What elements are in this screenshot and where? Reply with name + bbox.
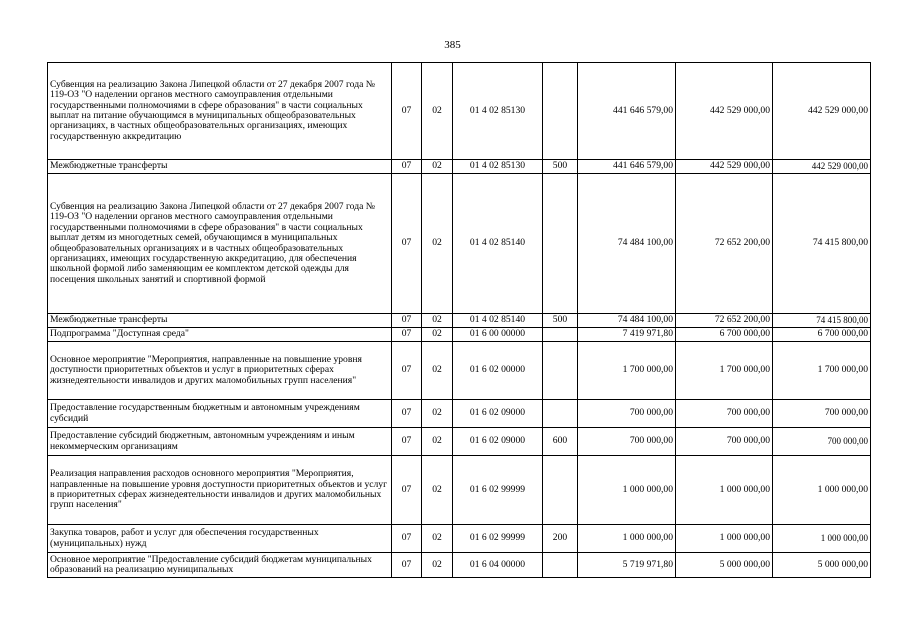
amount-year-2: 6 700 000,00 [676,328,773,342]
subsection-code: 02 [422,553,453,578]
amount-year-1: 441 646 579,00 [578,160,676,174]
section-code: 07 [392,525,422,553]
table-row [48,160,871,174]
amount-year-3: 6 700 000,00 [773,328,871,342]
target-article-code: 01 4 02 85130 [453,160,543,174]
amount-year-1: 1 700 000,00 [578,342,676,400]
section-code: 07 [392,456,422,525]
target-article-code: 01 6 02 09000 [453,400,543,428]
section-code: 07 [392,342,422,400]
amount-year-2: 1 700 000,00 [676,342,773,400]
target-article-code: 01 6 02 09000 [453,428,543,456]
amount-year-3: 442 529 000,00 [773,63,871,160]
expense-type-code [543,400,578,428]
expense-type-code [543,456,578,525]
amount-year-2: 442 529 000,00 [676,160,773,174]
row-name: Субвенция на реализацию Закона Липецкой области от 27 декабря 2007 года № 119-ОЗ "О наделении органов местного самоуправления отдельными государственными полномочиями в сфере образования" в части социальных выплат на питание обучающимся в муниципальных общеобразовательных организациях, в частных общеобразовательных организациях, имеющих государственную аккредитацию [48,63,392,160]
amount-year-3: 1 000 000,00 [773,525,871,553]
amount-year-1: 5 719 971,80 [578,553,676,578]
section-code: 07 [392,63,422,160]
amount-year-3: 442 529 000,00 [773,160,871,174]
amount-year-1: 700 000,00 [578,400,676,428]
amount-year-3: 700 000,00 [773,428,871,456]
target-article-code: 01 6 02 99999 [453,456,543,525]
amount-year-2: 5 000 000,00 [676,553,773,578]
expense-type-code [543,328,578,342]
row-name: Межбюджетные трансферты [48,314,392,328]
subsection-code: 02 [422,525,453,553]
subsection-code: 02 [422,342,453,400]
amount-year-3: 74 415 800,00 [773,174,871,314]
expense-type-code: 600 [543,428,578,456]
amount-year-3: 74 415 800,00 [773,314,871,328]
section-code: 07 [392,328,422,342]
row-name: Основное мероприятие "Предоставление субсидий бюджетам муниципальных образований на реализацию муниципальных [48,553,392,578]
amount-year-3: 5 000 000,00 [773,553,871,578]
target-article-code: 01 6 02 00000 [453,342,543,400]
table-row [48,342,871,400]
amount-year-1: 74 484 100,00 [578,314,676,328]
subsection-code: 02 [422,63,453,160]
row-name: Субвенция на реализацию Закона Липецкой области от 27 декабря 2007 года № 119-ОЗ "О наделении органов местного самоуправления отдельными государственными полномочиями в сфере образования" в части социальных выплат детям из многодетных семей, обучающимся в муниципальных общеобразовательных организациях и в частных общеобразовательных организациях, имеющих государственную аккредитацию, для обеспечения школьной формой либо заменяющим ее комплектом детской одежды для посещения школьных занятий и спортивной формой [48,174,392,314]
table-row [48,428,871,456]
table-row [48,400,871,428]
target-article-code: 01 4 02 85130 [453,63,543,160]
amount-year-2: 72 652 200,00 [676,314,773,328]
amount-year-2: 72 652 200,00 [676,174,773,314]
subsection-code: 02 [422,314,453,328]
section-code: 07 [392,400,422,428]
subsection-code: 02 [422,428,453,456]
table-row [48,314,871,328]
target-article-code: 01 6 04 00000 [453,553,543,578]
expense-type-code: 200 [543,525,578,553]
subsection-code: 02 [422,328,453,342]
page-number: 385 [444,39,461,51]
row-name: Реализация направления расходов основного мероприятия "Мероприятия, направленные на повышение уровня доступности приоритетных объектов и услуг в приоритетных сферах жизнедеятельности инвалидов и других маломобильных групп населения" [48,456,392,525]
amount-year-2: 700 000,00 [676,428,773,456]
subsection-code: 02 [422,456,453,525]
amount-year-3: 1 700 000,00 [773,342,871,400]
budget-table [47,62,871,578]
subsection-code: 02 [422,160,453,174]
amount-year-1: 1 000 000,00 [578,525,676,553]
expense-type-code: 500 [543,314,578,328]
target-article-code: 01 4 02 85140 [453,174,543,314]
target-article-code: 01 4 02 85140 [453,314,543,328]
expense-type-code: 500 [543,160,578,174]
table-row [48,174,871,314]
expense-type-code [543,553,578,578]
subsection-code: 02 [422,174,453,314]
row-name: Закупка товаров, работ и услуг для обеспечения государственных (муниципальных) нужд [48,525,392,553]
table-row [48,328,871,342]
amount-year-1: 7 419 971,80 [578,328,676,342]
amount-year-1: 700 000,00 [578,428,676,456]
expense-type-code [543,174,578,314]
amount-year-3: 1 000 000,00 [773,456,871,525]
amount-year-1: 74 484 100,00 [578,174,676,314]
row-name: Предоставление государственным бюджетным и автономным учреждениям субсидий [48,400,392,428]
section-code: 07 [392,174,422,314]
amount-year-1: 1 000 000,00 [578,456,676,525]
row-name: Подпрограмма "Доступная среда" [48,328,392,342]
amount-year-2: 700 000,00 [676,400,773,428]
amount-year-3: 700 000,00 [773,400,871,428]
section-code: 07 [392,314,422,328]
amount-year-2: 442 529 000,00 [676,63,773,160]
row-name: Предоставление субсидий бюджетным, автономным учреждениям и иным некоммерческим организациям [48,428,392,456]
row-name: Межбюджетные трансферты [48,160,392,174]
section-code: 07 [392,160,422,174]
amount-year-2: 1 000 000,00 [676,525,773,553]
expense-type-code [543,63,578,160]
amount-year-2: 1 000 000,00 [676,456,773,525]
table-row [48,456,871,525]
table-row [48,525,871,553]
row-name: Основное мероприятие "Мероприятия, направленные на повышение уровня доступности приоритетных объектов и услуг в приоритетных сферах жизнедеятельности инвалидов и других маломобильных групп населения" [48,342,392,400]
amount-year-1: 441 646 579,00 [578,63,676,160]
section-code: 07 [392,428,422,456]
subsection-code: 02 [422,400,453,428]
table-row [48,553,871,578]
table-row [48,63,871,160]
target-article-code: 01 6 02 99999 [453,525,543,553]
section-code: 07 [392,553,422,578]
expense-type-code [543,342,578,400]
target-article-code: 01 6 00 00000 [453,328,543,342]
